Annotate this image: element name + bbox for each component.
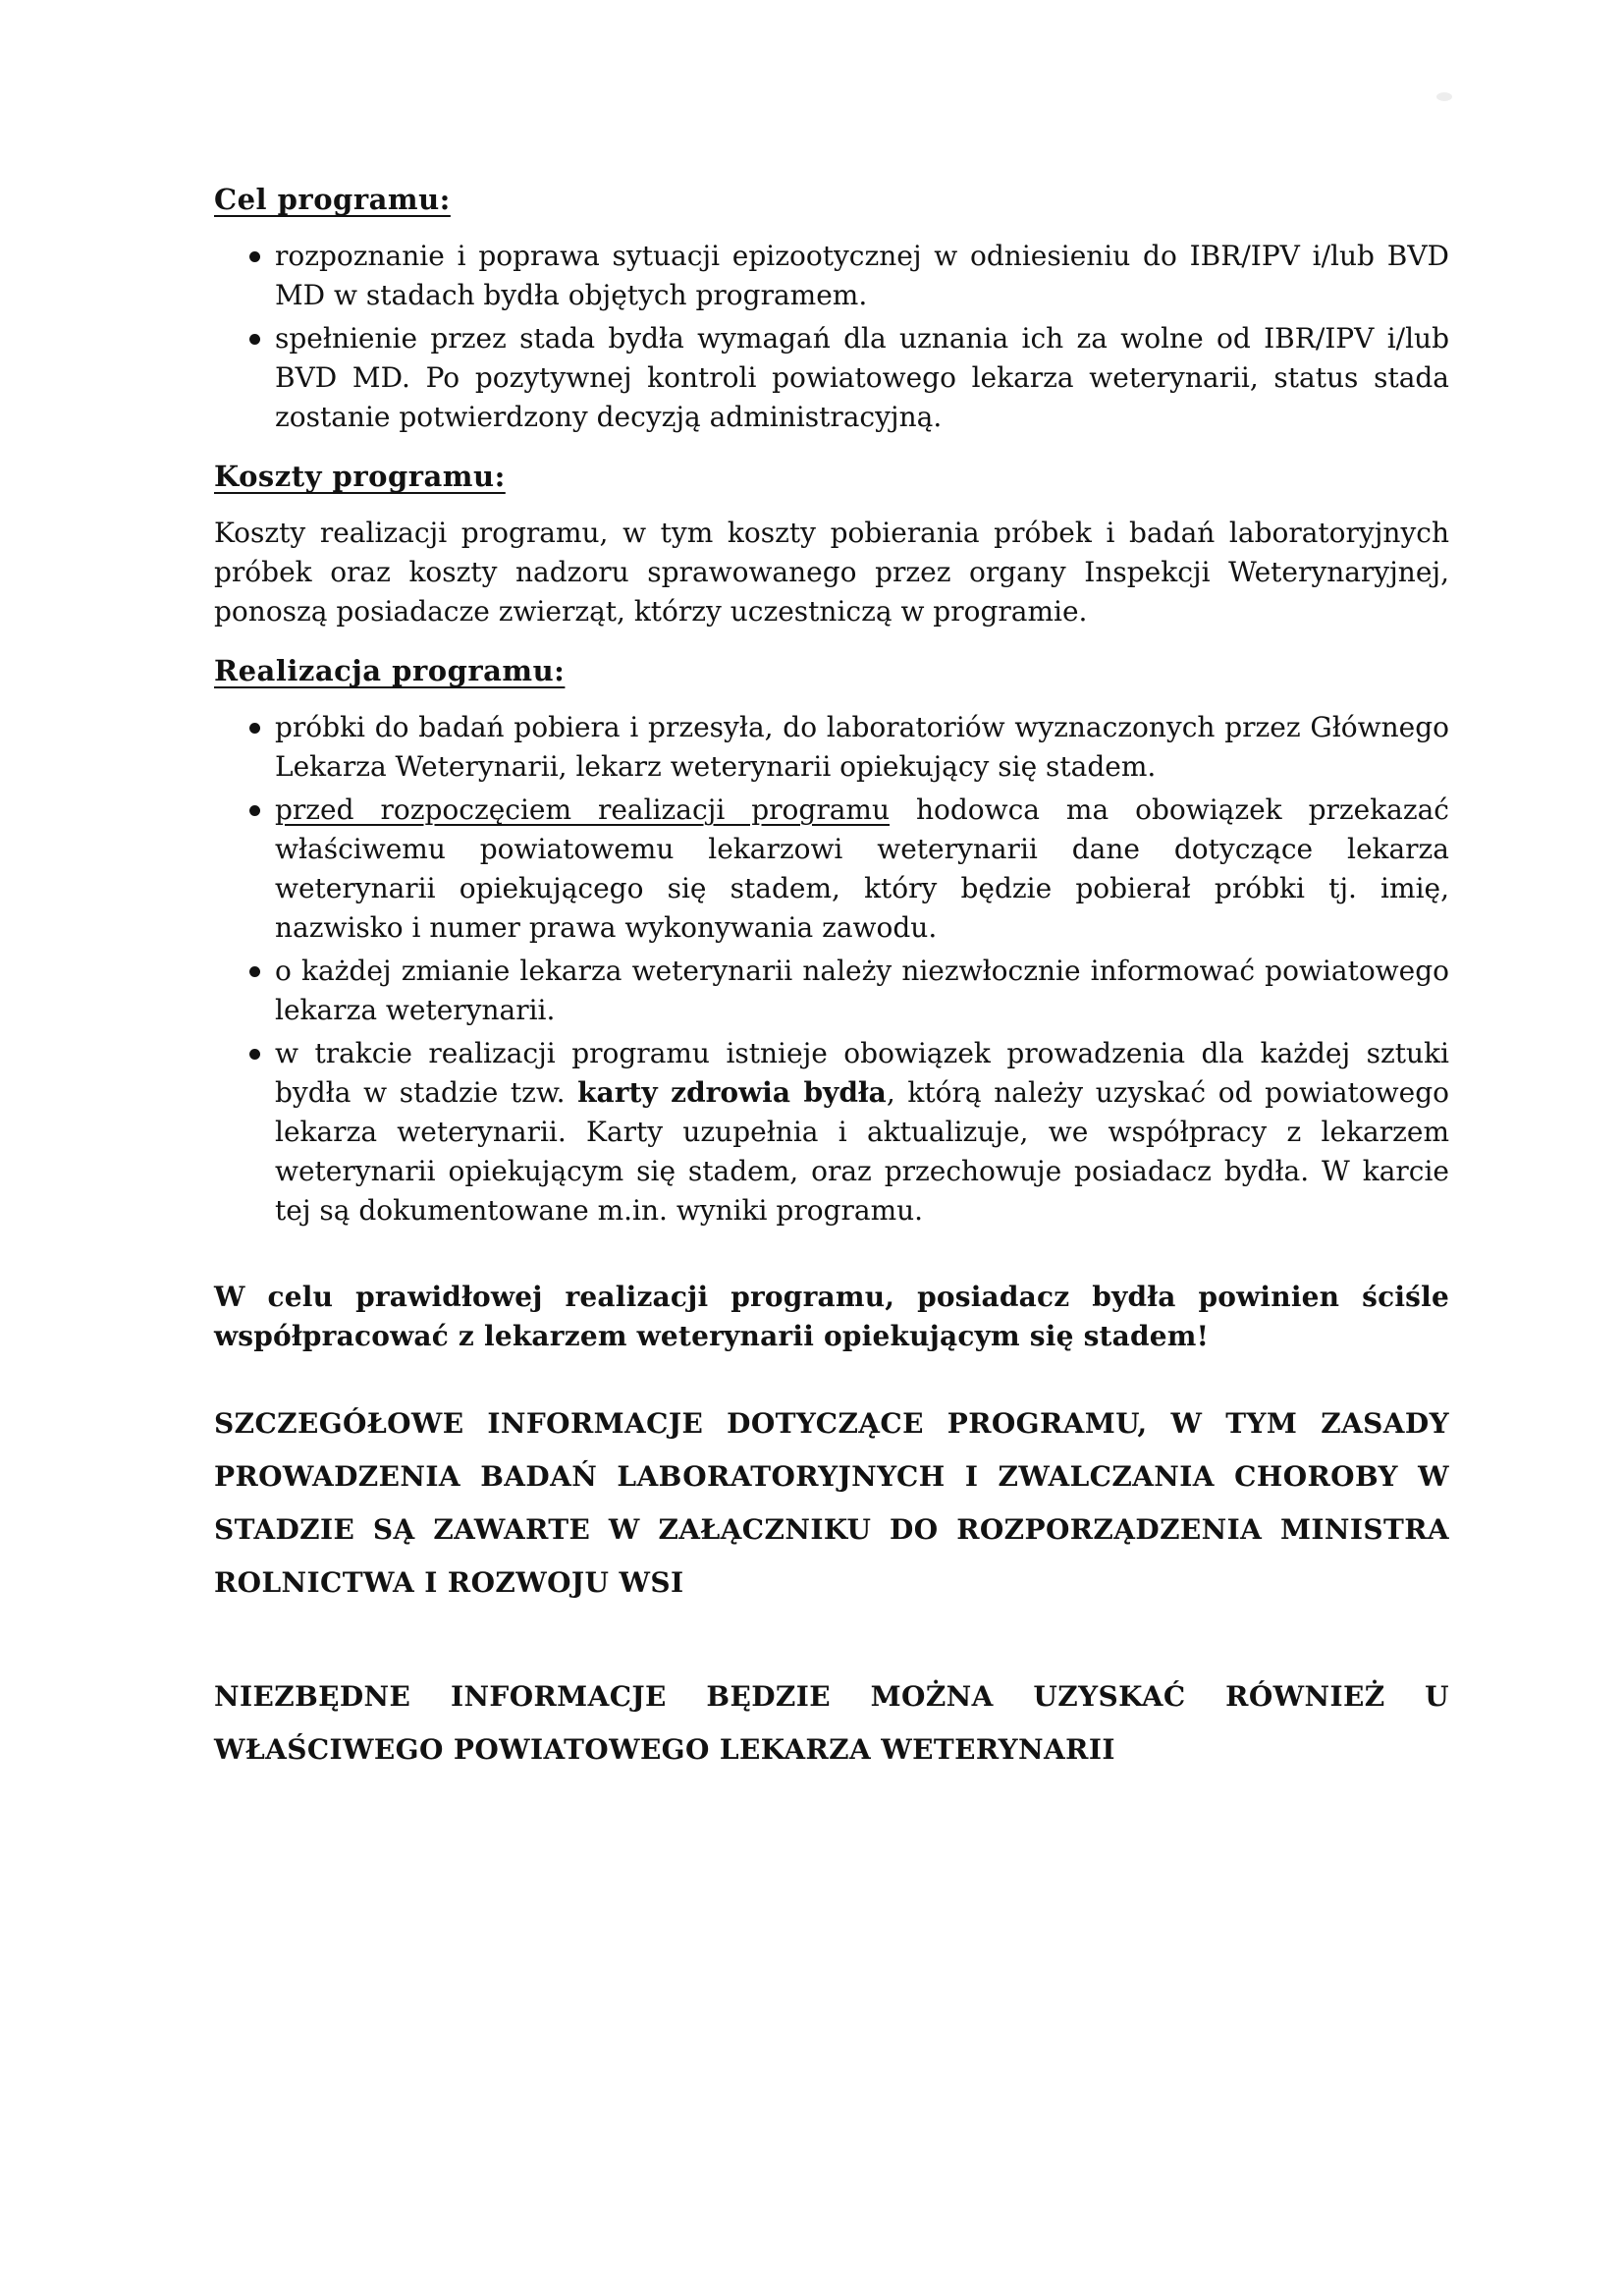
bullet-item	[214, 708, 1449, 787]
bullet-item	[214, 791, 1449, 948]
bullet-text: w trakcie realizacji programu istnieje obowiązek prowadzenia dla każdej sztuki bydła w stadzie tzw.	[275, 1037, 1449, 1109]
document-content	[214, 180, 1449, 1777]
emphasis-paragraph: W celu prawidłowej realizacji programu, posiadacz bydła powinien ściśle współpracować z lekarzem weterynarii opiekującym się stadem!	[214, 1281, 1449, 1352]
scan-artifact	[1436, 92, 1452, 101]
bold-phrase: karty zdrowia bydła	[577, 1076, 887, 1109]
bullet-item	[214, 952, 1449, 1030]
heading-realizacja-programu: Realizacja programu:	[214, 654, 566, 687]
bullet-item	[214, 237, 1449, 315]
section-realizacja-programu	[214, 651, 1449, 1230]
heading-koszty-programu: Koszty programu:	[214, 460, 506, 493]
section-cel-programu	[214, 180, 1449, 437]
bullet-text: spełnienie przez stada bydła wymagań dla uznania ich za wolne od IBR/IPV i/lub BVD MD. Po pozytywnej kontroli powiatowego lekarza weterynarii, status stada zostanie potwierdzony decyzją administracyjną.	[275, 322, 1449, 433]
paragraph-koszty: Koszty realizacji programu, w tym koszty pobierania próbek i badań laboratoryjnych próbek oraz koszty nadzoru sprawowanego przez organy Inspekcji Weterynaryjnej, ponoszą posiadacze zwierząt, którzy uczestniczą w programie.	[214, 517, 1449, 628]
bullet-list-cel	[214, 237, 1449, 437]
caps-paragraph-detailed-info: SZCZEGÓŁOWE INFORMACJE DOTYCZĄCE PROGRAMU, W TYM ZASADY PROWADZENIA BADAŃ LABORATORYJNYCH I ZWALCZANIA CHOROBY W STADZIE SĄ ZAWARTE W ZAŁĄCZNIKU DO ROZPORZĄDZENIA MINISTRA ROLNICTWA I ROZWOJU WSI	[214, 1407, 1449, 1599]
heading-cel-programu: Cel programu:	[214, 183, 451, 216]
bullet-text: rozpoznanie i poprawa sytuacji epizootycznej w odniesieniu do IBR/IPV i/lub BVD MD w stadach bydła objętych programem.	[275, 240, 1449, 311]
bullet-text: hodowca ma obowiązek przekazać właściwemu powiatowemu lekarzowi weterynarii dane dotyczące lekarza weterynarii opiekującego się stadem, który będzie pobierał próbki tj. imię, nazwisko i numer prawa wykonywania zawodu.	[275, 793, 1449, 944]
bullet-item	[214, 319, 1449, 437]
underlined-phrase: przed rozpoczęciem realizacji programu	[275, 793, 890, 826]
bullet-text: próbki do badań pobiera i przesyła, do laboratoriów wyznaczonych przez Głównego Lekarza Weterynarii, lekarz weterynarii opiekujący się stadem.	[275, 711, 1449, 783]
section-koszty-programu	[214, 457, 1449, 631]
bullet-text: , którą należy uzyskać od powiatowego lekarza weterynarii. Karty uzupełnia i aktualizuje, we współpracy z lekarzem weterynarii opiekującym się stadem, oraz przechowuje posiadacz bydła. W karcie tej są dokumentowane m.in. wyniki programu.	[275, 1076, 1449, 1227]
bullet-text: o każdej zmianie lekarza weterynarii należy niezwłocznie informować powiatowego lekarza weterynarii.	[275, 955, 1449, 1026]
bullet-list-realizacja	[214, 708, 1449, 1230]
caps-paragraph-contact-info: NIEZBĘDNE INFORMACJE BĘDZIE MOŻNA UZYSKAĆ RÓWNIEŻ U WŁAŚCIWEGO POWIATOWEGO LEKARZA WETERYNARII	[214, 1680, 1449, 1766]
bullet-item	[214, 1034, 1449, 1230]
